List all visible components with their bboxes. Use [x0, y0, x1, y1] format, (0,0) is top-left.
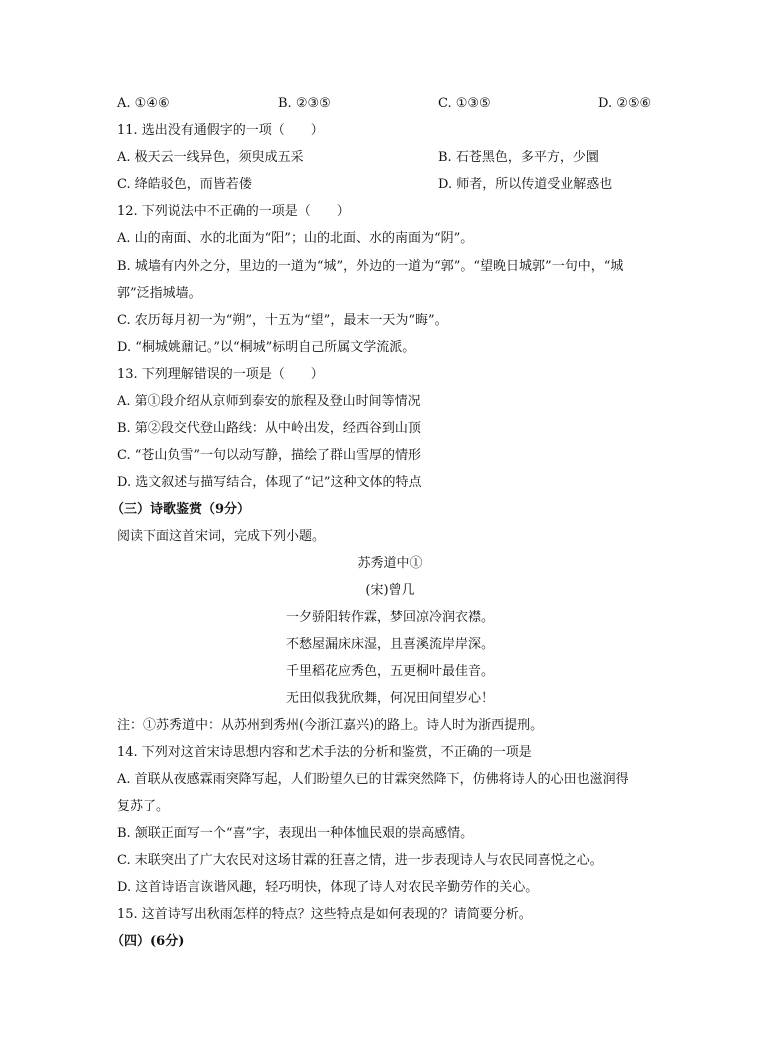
section3-intro: 阅读下面这首宋词，完成下列小题。 [117, 529, 326, 544]
q13-option-b: B. 第②段交代登山路线：从中岭出发，经西谷到山顶 [117, 421, 421, 436]
q13-option-a: A. 第①段介绍从京师到泰安的旅程及登山时间等情况 [117, 394, 421, 409]
poem-title: 苏秀道中① [357, 556, 423, 571]
q13-stem: 13. 下列理解错误的一项是（ ） [117, 367, 324, 382]
q15-stem: 15. 这首诗写出秋雨怎样的特点？这些特点是如何表现的？请简要分析。 [117, 907, 532, 922]
q14-option-a-cont: 复苏了。 [117, 799, 170, 814]
q11-option-d: D. 师者，所以传道受业解惑也 [438, 177, 613, 192]
q11-option-b: B. 石苍黑色，多平方，少圜 [438, 150, 599, 165]
section3-heading: （三）诗歌鉴赏（9分） [111, 502, 251, 517]
q14-stem: 14. 下列对这首宋诗思想内容和艺术手法的分析和鉴赏，不正确的一项是 [117, 745, 532, 760]
q10-option-b: B. ②③⑤ [278, 96, 331, 111]
q11-stem: 11. 选出没有通假字的一项（ ） [117, 123, 324, 138]
q12-option-a: A. 山的南面、水的北面为“阳”；山的北面、水的南面为“阴”。 [117, 231, 474, 246]
q14-option-b: B. 颔联正面写一个“喜”字，表现出一种体恤民艰的崇高感情。 [117, 826, 474, 841]
q13-option-d: D. 选文叙述与描写结合，体现了“记”这种文体的特点 [117, 475, 422, 490]
q10-option-c: C. ①③⑤ [438, 96, 491, 111]
poem-line-4: 无田似我犹欣舞，何况田间望岁心！ [285, 691, 494, 706]
poem-line-2: 不愁屋漏床床湿，且喜溪流岸岸深。 [285, 637, 494, 652]
q10-option-d: D. ②⑤⑥ [598, 96, 652, 111]
q14-option-a: A. 首联从夜感霖雨突降写起，人们盼望久已的甘霖突然降下，仿佛将诗人的心田也滋润得 [117, 772, 629, 787]
q12-option-b-cont: 郭”泛指城墙。 [117, 286, 202, 301]
q12-option-b: B. 城墙有内外之分，里边的一道为“城”，外边的一道为“郭”。“望晚日城郭”一句中，“城 [117, 259, 624, 274]
q11-option-c: C. 绛皓驳色，而皆若偻 [117, 177, 252, 192]
poem-line-1: 一夕骄阳转作霖，梦回凉冷润衣襟。 [285, 610, 494, 625]
section4-heading: （四）(6分) [111, 934, 185, 949]
q11-option-a: A. 极天云一线异色，须臾成五采 [117, 150, 304, 165]
q12-option-c: C. 农历每月初一为“朔”，十五为“望”，最末一天为“晦”。 [117, 313, 448, 328]
q14-option-c: C. 末联突出了广大农民对这场甘霖的狂喜之情，进一步表现诗人与农民同喜悦之心。 [117, 853, 603, 868]
poem-note: 注：①苏秀道中：从苏州到秀州(今浙江嘉兴)的路上。诗人时为浙西提刑。 [117, 718, 544, 733]
q12-option-d: D. “桐城姚鼐记。”以“桐城”标明自己所属文学流派。 [117, 340, 416, 355]
poem-line-3: 千里稻花应秀色，五更桐叶最佳音。 [285, 664, 494, 679]
q14-option-d: D. 这首诗语言诙谐风趣，轻巧明快，体现了诗人对农民辛勤劳作的关心。 [117, 880, 539, 895]
q12-stem: 12. 下列说法中不正确的一项是（ ） [117, 204, 350, 219]
q10-option-a: A. ①④⑥ [117, 96, 170, 111]
poem-author: (宋)曾几 [365, 583, 415, 598]
q13-option-c: C. “苍山负雪”一句以动写静，描绘了群山雪厚的情形 [117, 448, 422, 463]
